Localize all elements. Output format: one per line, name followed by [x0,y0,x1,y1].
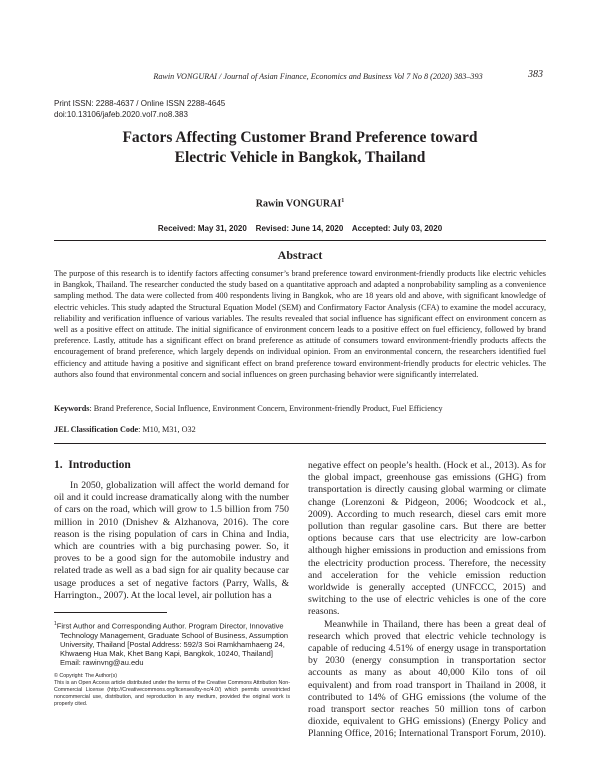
footnote-text: First Author and Corresponding Author. Program Director, Innovative Technology Management, Graduate School of Business, Assumption University, Thailand [Postal Address: 592/3 Soi Ramkhamhaeng 24, Khwaeng Hua Mak, Khet Bang Kapi, Bangkok, 10240, Thailand] Email: rawinvng@au.edu [56,621,289,668]
page-number: 383 [528,69,543,80]
footnote-marker: 1 [54,621,57,627]
running-head: Rawin VONGURAI / Journal of Asian Finance, Economics and Business Vol 7 No 8 (2020) 383–393 [153,72,483,81]
divider-bottom [54,443,546,444]
author-text: Rawin VONGURAI [255,198,342,210]
divider-top [54,240,546,241]
right-column [308,460,546,741]
intro-paragraph-3: Meanwhile in Thailand, there has been a great deal of research which proved that electric vehicle technology is capable of reducing 4.51% of energy usage in transportation by 2030 (energy consumption in transportation sector accounts as many as about 40,000 Kilo tons of oil equivalent) and from road transport in Thailand in 2008, it contributed to 14% of GHG emissions (the volume of the road transport sector reaches 50 million tons of carbon dioxide, equivalent to GHG emissions) (Energy Policy and Planning Office, 2016; International Transport Forum, 2010). [308,618,546,740]
keywords [54,404,546,413]
keywords-label: Keywords [54,404,90,413]
doi-line: doi:10.13106/jafeb.2020.vol7.no8.383 [54,110,188,119]
title-line-1: Factors Affecting Customer Brand Preference toward [122,129,478,146]
submission-dates: Received: May 31, 2020 Revised: June 14, 2020 Accepted: July 03, 2020 [157,224,443,233]
title-line-2: Electric Vehicle in Bangkok, Thailand [174,149,426,166]
left-column [54,480,289,602]
issn-line: Print ISSN: 2288-4637 / Online ISSN 2288-4645 [54,99,226,108]
intro-paragraph-2: negative effect on people’s health. (Hock et al., 2013). As for the global impact, greenhouse gas emissions (GHG) from transportation is directly causing global warming or climate change (Lorenzoni & Pidgeon, 2006; Woodcock et al., 2009). According to much research, diesel cars emit more pollution than regular gasoline cars. But there are better options because cars that use electricity are low-carbon although higher emissions in production and emissions from the electricity production process. Therefore, the necessity and acceleration for the vehicle emission reduction worldwide is generally accepted (UNFCCC, 2015) and switching to the use of electric vehicles is one of the core reasons. [308,460,546,618]
abstract-text: The purpose of this research is to identify factors affecting consumer’s brand preference toward environment-friendly products like electric vehicles in Bangkok, Thailand. The researcher conducted the study based on a quantitative approach and adapted a nonprobability sampling as a convenience sampling method. The data were collected from 400 respondents living in Bangkok, who are 18 years old and above, with significant knowledge of electric vehicles. This study adapted the Structural Equation Model (SEM) and Confirmatory Factor Analysis (CFA) to examine the model accuracy, reliability and verification influence of various variables. The results revealed that social influence has significant effect on environment concern as well as a positive effect on attitude. The initial significance of environment concern leads to a positive effect on fuel efficiency, followed by brand preference. Lastly, attitude has a significant effect on brand preference as attitude of consumers toward environment-friendly products affects the encouragement of brand preference, which largely depends on individual opinion. From an environmental concern, the researchers identified fuel efficiency and attitude having a positive and significant effect on brand preference toward environment-friendly products for electric vehicles. The authors also found that environmental concern and social influences on green purchasing behavior were significantly interrelated. [54,269,546,379]
intro-paragraph-1: In 2050, globalization will affect the world demand for oil and it could increase dramatically along with the number of cars on the road, which will grow to 1.5 billion from 750 million in 2010 (Dnishev & Alzhanova, 2016). The core reason is the rising population of cars in China and India, which are countries with a big purchasing power. So, it proves to be a good sign for the automobile industry and related trade as well as a bad sign for air quality because car usage produces a set of negative factors (Parry, Walls, & Harrington., 2007). At the local level, air pollution has a [54,480,289,601]
jel-code [54,425,546,434]
section-heading-introduction: 1. Introduction [54,459,131,471]
keywords-text: : Brand Preference, Social Influence, Environment Concern, Environment-friendly Product, Fuel Efficiency [89,404,443,413]
copyright-notice [54,673,290,708]
author-name [100,198,500,209]
issn-block [54,98,225,120]
jel-text: : M10, M31, O32 [138,425,196,434]
author-marker: 1 [341,198,345,204]
paper-title [60,128,540,168]
author-footnote [54,620,290,668]
license-text: This is an Open Access article distributed under the terms of the Creative Commons Attribution Non-Commercial License (http://Creativecommons.org/licenses/by-nc/4.0/) which permits unrestricted noncommercial use, distribution, and reproduction in any medium, provided the original work is properly cited. [54,680,290,707]
jel-label: JEL Classification Code [54,425,139,434]
footnote-rule [54,612,167,613]
abstract-heading: Abstract [277,248,323,262]
copyright-line: © Copyright: The Author(s) [54,673,117,679]
